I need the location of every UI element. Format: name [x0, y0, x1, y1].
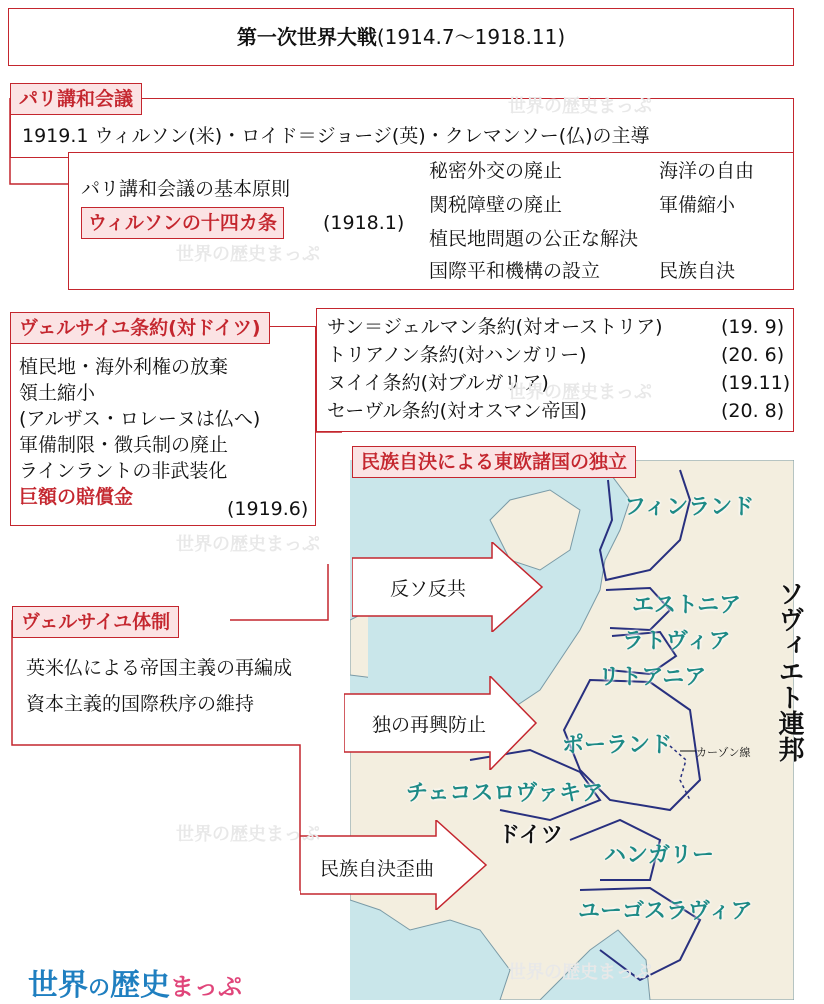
label-estonia: エストニア	[632, 593, 742, 618]
watermark: 世界の歴史まっぷ	[508, 96, 652, 117]
logo-part: まっぷ	[170, 973, 243, 1001]
title-main: 第一次世界大戦	[236, 25, 377, 49]
versailles-item: (アルザス・ロレーヌは仏へ)	[19, 408, 261, 430]
label-finland: フィンランド	[624, 495, 755, 520]
map-tag: 民族自決による東欧諸国の独立	[352, 446, 636, 478]
watermark: 世界の歴史まっぷ	[176, 244, 320, 265]
versailles-tag: ヴェルサイユ条約(対ドイツ)	[10, 312, 270, 344]
point-freedom-of-seas: 海洋の自由	[659, 160, 755, 182]
versailles-item: 軍備制限・徴兵制の廃止	[19, 434, 229, 456]
label-soviet: ソヴィエト連邦	[774, 580, 804, 762]
arrow-label-anti-soviet: 反ソ反共	[390, 578, 467, 600]
arrow-label-distorted-self-determination: 民族自決歪曲	[320, 858, 435, 880]
system-area	[12, 620, 312, 740]
treaty-date: (19. 9)	[721, 316, 785, 338]
curzon-leader	[680, 748, 700, 754]
watermark: 世界の歴史まっぷ	[508, 382, 652, 403]
label-curzon-line: カーゾン線	[696, 746, 751, 759]
fourteen-points-tag	[81, 207, 284, 239]
title-period: (1914.7〜1918.11)	[376, 25, 566, 49]
treaty-name: セーヴル条約(対オスマン帝国)	[327, 400, 587, 422]
versailles-item: 領土縮小	[19, 382, 96, 404]
treaty-name: ヌイイ条約(対ブルガリア)	[327, 372, 549, 394]
treaties-box	[316, 308, 794, 432]
logo-part: 歴史	[110, 968, 171, 1003]
principles-box	[68, 152, 794, 290]
point-self-determination: 民族自決	[659, 260, 736, 282]
reparations-label: 巨額の賠償金	[19, 486, 134, 508]
point-colonial-issues: 植民地問題の公正な解決	[429, 228, 639, 250]
logo-part: 世界	[28, 968, 88, 1003]
versailles-date: (1919.6)	[227, 498, 309, 520]
site-logo	[28, 960, 242, 1004]
treaty-date: (20. 8)	[721, 400, 785, 422]
point-disarmament: 軍備縮小	[659, 194, 736, 216]
paris-tag: パリ講和会議	[10, 83, 142, 115]
system-item: 英米仏による帝国主義の再編成	[26, 657, 293, 679]
versailles-box	[10, 326, 316, 526]
label-yugoslavia: ユーゴスラヴィア	[578, 899, 753, 924]
point-tariff-barriers: 関税障壁の廃止	[429, 194, 563, 216]
label-germany: ドイツ	[498, 823, 563, 848]
watermark: 世界の歴史まっぷ	[176, 534, 320, 555]
logo-part: の	[88, 976, 111, 1001]
treaty-date: (19.11)	[721, 372, 791, 394]
treaty-date: (20. 6)	[721, 344, 785, 366]
label-hungary: ハンガリー	[604, 843, 715, 868]
fourteen-points-date: (1918.1)	[323, 212, 405, 234]
label-poland: ポーランド	[562, 733, 673, 758]
fourteen-points-label: ウィルソンの十四カ条	[88, 212, 277, 234]
treaty-name: サン＝ジェルマン条約(対オーストリア)	[327, 316, 663, 338]
watermark: 世界の歴史まっぷ	[176, 824, 320, 845]
watermark: 世界の歴史まっぷ	[508, 962, 652, 983]
system-item: 資本主義的国際秩序の維持	[26, 693, 255, 715]
versailles-item: ラインラントの非武装化	[19, 460, 228, 482]
label-czechoslovakia: チェコスロヴァキア	[406, 781, 604, 806]
label-latvia: ラトヴィア	[622, 629, 731, 654]
system-tag: ヴェルサイユ体制	[12, 606, 179, 638]
versailles-item: 植民地・海外利権の放棄	[19, 356, 229, 378]
paris-summary: 1919.1 ウィルソン(米)・ロイド＝ジョージ(英)・クレマンソー(仏)の主導	[22, 125, 650, 147]
treaty-name: トリアノン条約(対ハンガリー)	[327, 344, 587, 366]
point-peace-organization: 国際平和機構の設立	[429, 260, 601, 282]
label-lithuania: リトアニア	[598, 665, 707, 690]
arrow-label-prevent-german-revival: 独の再興防止	[372, 714, 487, 736]
title-box	[8, 8, 794, 66]
principles-label: パリ講和会議の基本原則	[81, 178, 291, 200]
point-secret-diplomacy: 秘密外交の廃止	[429, 160, 563, 182]
